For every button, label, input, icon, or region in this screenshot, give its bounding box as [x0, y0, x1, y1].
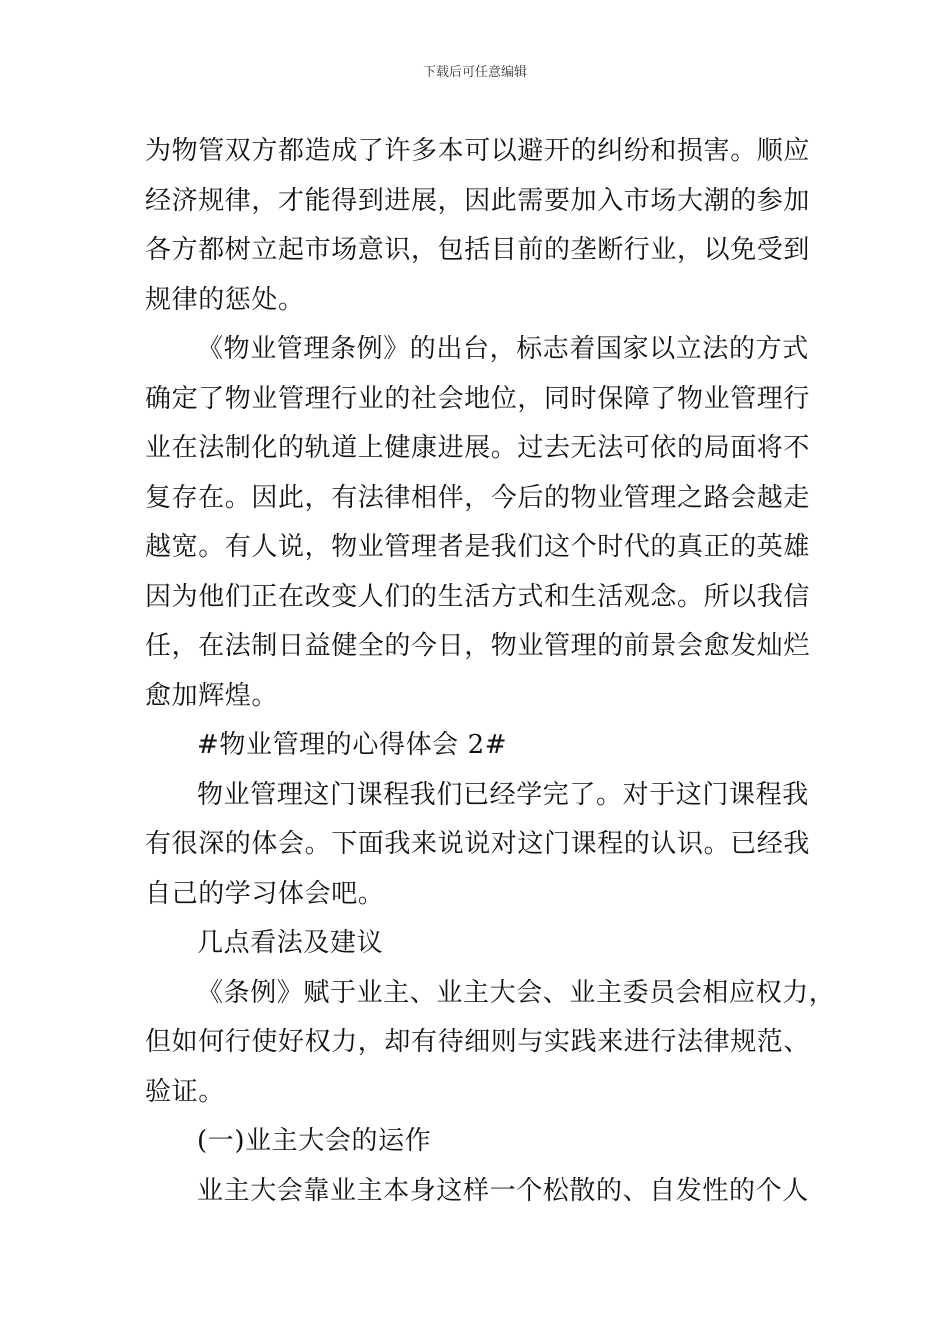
text-line: 经济规律，才能得到进展，因此需要加入市场大潮的参加 — [145, 185, 811, 216]
text-line: 规律的惩处。 — [145, 284, 305, 315]
paragraph-start-line: 业主大会靠业主本身这样一个松散的、自发性的个人 — [197, 1175, 809, 1206]
section-heading: #物业管理的心得体会 2# — [197, 730, 508, 760]
text-line: 业在法制化的轨道上健康进展。过去无法可依的局面将不 — [145, 433, 811, 463]
text-line: 为物管双方都造成了许多本可以避开的纠纷和损害。顺应 — [145, 136, 811, 166]
document-body — [145, 127, 836, 1216]
text-line: 愈加辉煌。 — [145, 680, 279, 711]
text-line: 复存在。因此，有法律相伴，今后的物业管理之路会越走 — [145, 482, 811, 513]
text-line: 验证。 — [145, 1076, 225, 1107]
page-header-note: 下载后可任意编辑 — [422, 65, 527, 80]
subsection-heading: 几点看法及建议 — [197, 928, 384, 958]
text-line: 因为他们正在改变人们的生活方式和生活观念。所以我信 — [145, 581, 811, 612]
text-line: 各方都树立起市场意识，包括目前的垄断行业，以免受到 — [145, 235, 811, 265]
subsection-heading: (一)业主大会的运作 — [197, 1126, 432, 1156]
text-line: 自己的学习体会吧。 — [145, 878, 385, 909]
text-line: 越宽。有人说，物业管理者是我们这个时代的真正的英雄 — [145, 532, 811, 562]
text-line: 有很深的体会。下面我来说说对这门课程的认识。已经我 — [145, 829, 811, 859]
text-line: 任，在法制日益健全的今日，物业管理的前景会愈发灿烂 — [145, 631, 811, 661]
text-line: 确定了物业管理行业的社会地位，同时保障了物业管理行 — [145, 383, 811, 414]
paragraph-start-line: 《条例》赋于业主、业主大会、业主委员会相应权力， — [197, 977, 836, 1008]
paragraph-start-line: 《物业管理条例》的出台，标志着国家以立法的方式 — [197, 334, 809, 364]
paragraph-start-line: 物业管理这门课程我们已经学完了。对于这门课程我 — [197, 779, 809, 810]
text-line: 但如何行使好权力，却有待细则与实践来进行法律规范、 — [145, 1027, 811, 1057]
